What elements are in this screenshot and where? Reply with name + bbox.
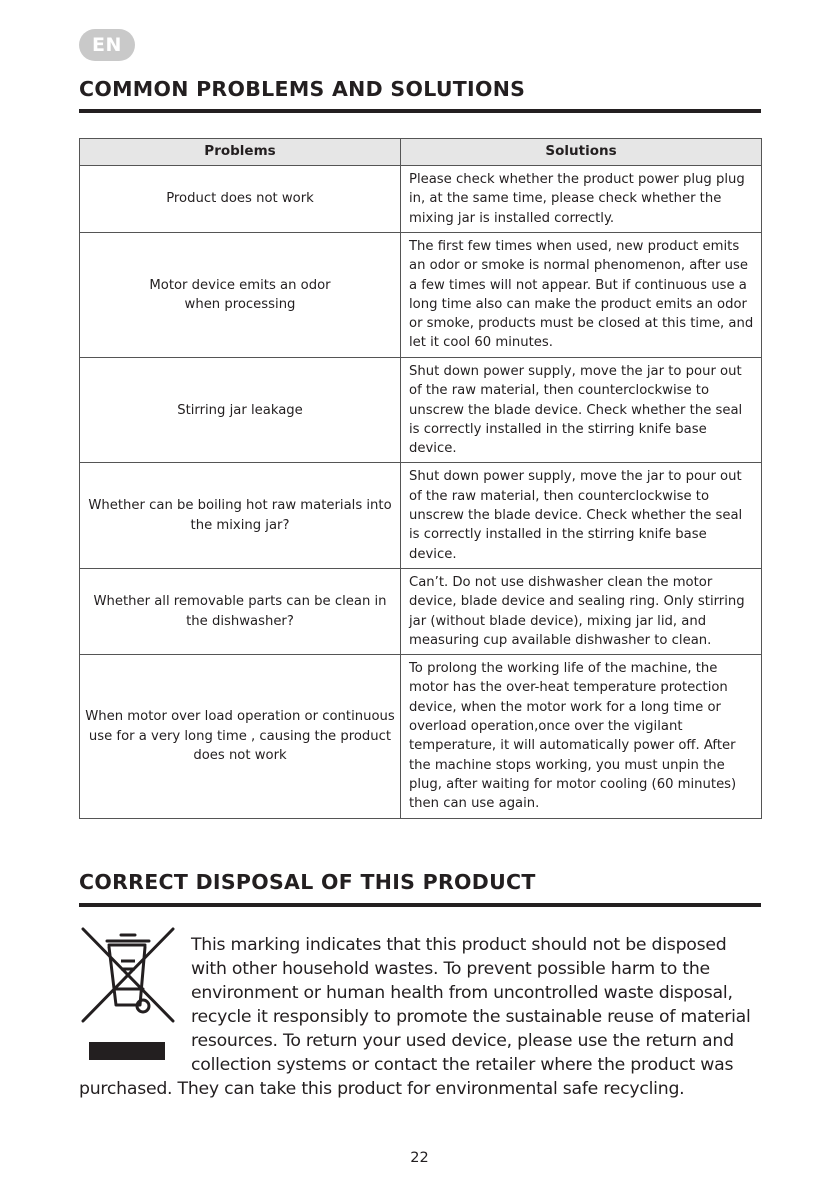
solutions-column-header: Solutions xyxy=(401,139,762,166)
disposal-title-rule xyxy=(79,903,761,907)
icon-text-wrap-spacer xyxy=(79,933,191,1073)
table-row xyxy=(80,568,762,654)
problems-column-header: Problems xyxy=(80,139,401,166)
problems-title-rule xyxy=(79,109,761,113)
table-row xyxy=(80,166,762,233)
disposal-text: This marking indicates that this product should not be disposed with other household wastes. To prevent possible harm to the environment or human health from uncontrolled waste disposal, recycle it responsibly to promote the sustainable reuse of material resources. To return your used device, please use the return and collection systems or contact the retailer where the product was purchased. They can take this product for environmental safe recycling. xyxy=(79,935,751,1099)
problems-section-title: COMMON PROBLEMS AND SOLUTIONS xyxy=(79,77,526,101)
table-row xyxy=(80,358,762,463)
language-badge: EN xyxy=(79,29,135,61)
problem-cell: When motor over load operation or continuous use for a very long time , causing the product does not work xyxy=(80,655,401,818)
solution-cell: Shut down power supply, move the jar to pour out of the raw material, then counterclockwise to unscrew the blade device. Check whether the seal is correctly installed in the stirring knife base device. xyxy=(401,358,762,463)
disposal-paragraph xyxy=(79,933,761,1101)
problem-cell: Whether all removable parts can be clean in the dishwasher? xyxy=(80,568,401,654)
problem-cell: Whether can be boiling hot raw materials into the mixing jar? xyxy=(80,463,401,568)
solution-cell: Please check whether the product power plug plug in, at the same time, please check whether the mixing jar is installed correctly. xyxy=(401,166,762,233)
table-row xyxy=(80,655,762,818)
solution-cell: Can’t. Do not use dishwasher clean the motor device, blade device and sealing ring. Only stirring jar (without blade device), mixing jar lid, and measuring cup available dishwasher to clean. xyxy=(401,568,762,654)
problem-cell: Motor device emits an odor when processing xyxy=(80,233,401,358)
disposal-section-title: CORRECT DISPOSAL OF THIS PRODUCT xyxy=(79,870,536,894)
problems-solutions-table xyxy=(79,138,762,819)
solution-cell: Shut down power supply, move the jar to pour out of the raw material, then counterclockwise to unscrew the blade device. Check whether the seal is correctly installed in the stirring knife base device. xyxy=(401,463,762,568)
solution-cell: To prolong the working life of the machine, the motor has the over-heat temperature protection device, when the motor work for a long time or overload operation,once over the vigilant temperature, it will automatically power off. After the machine stops working, you must unpin the plug, after waiting for motor cooling (60 minutes) then can use again. xyxy=(401,655,762,818)
problem-cell: Product does not work xyxy=(80,166,401,233)
solution-cell: The first few times when used, new product emits an odor or smoke is normal phenomenon, after use a few times will not appear. But if continuous use a long time also can make the product emits an odor or smoke, products must be closed at this time, and let it cool 60 minutes. xyxy=(401,233,762,358)
table-row xyxy=(80,463,762,568)
table-header-row xyxy=(80,139,762,166)
problem-cell: Stirring jar leakage xyxy=(80,358,401,463)
table-row xyxy=(80,233,762,358)
page-number: 22 xyxy=(410,1150,429,1166)
